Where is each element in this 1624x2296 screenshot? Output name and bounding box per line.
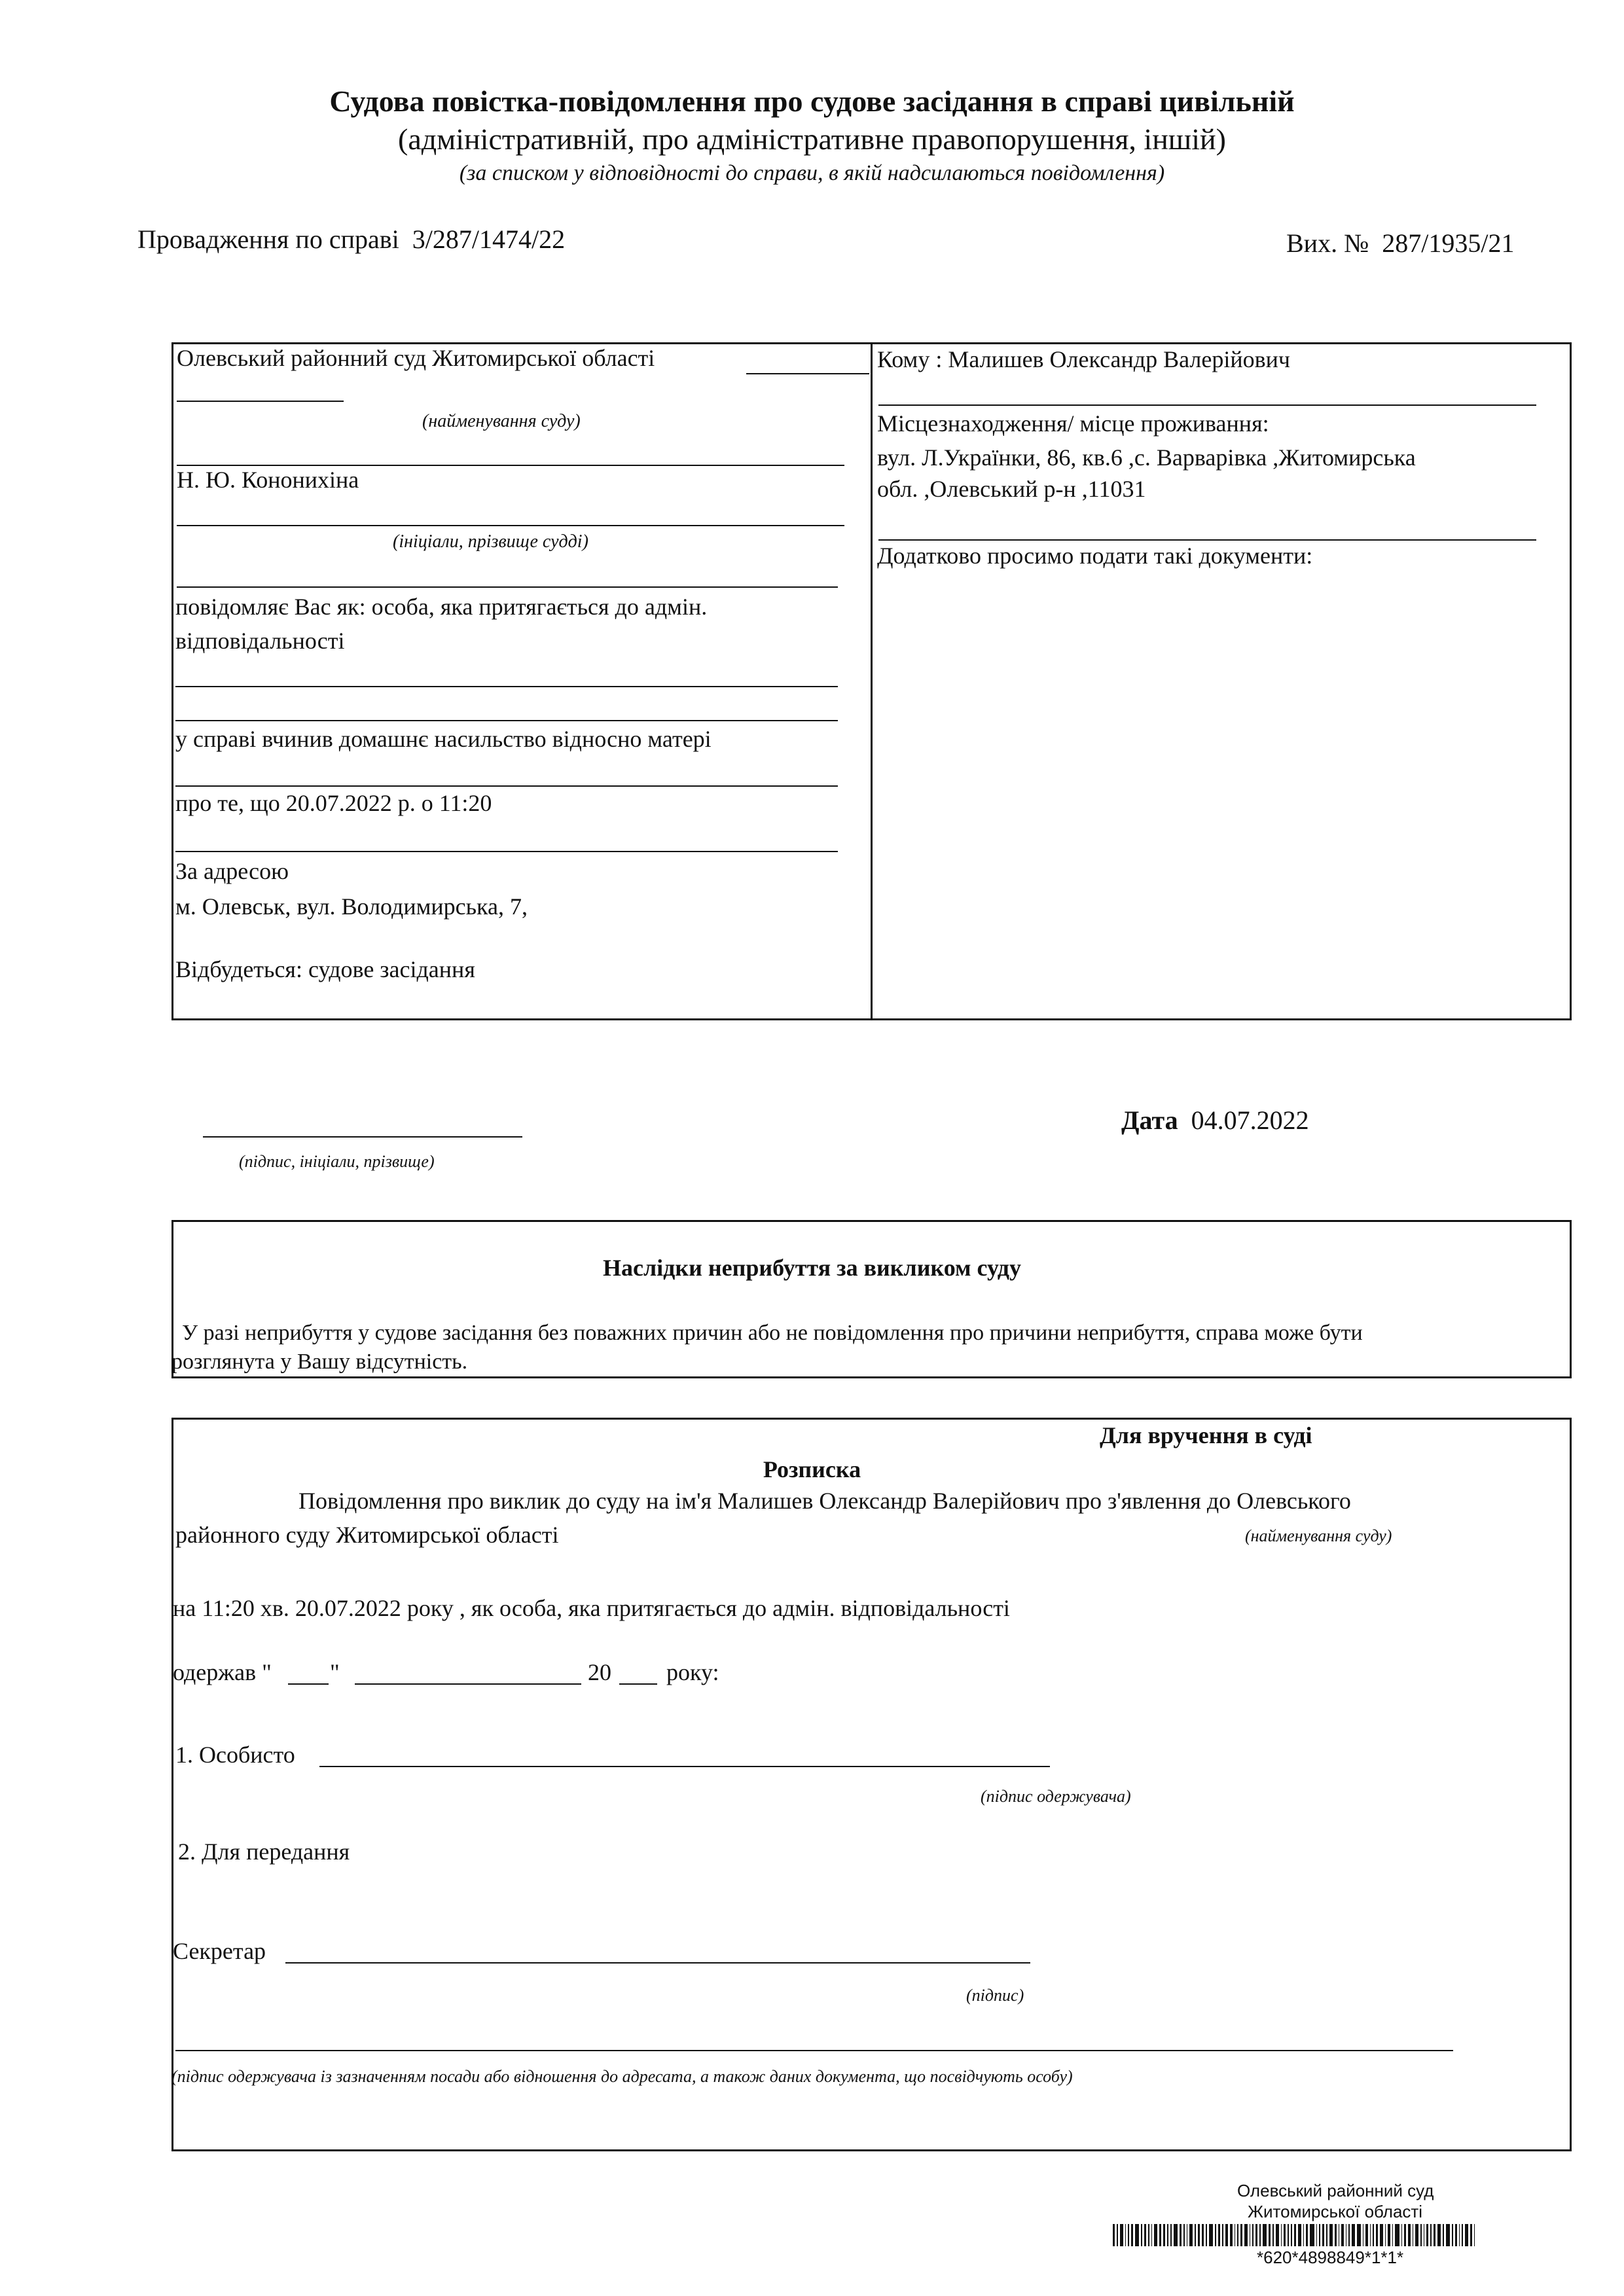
barcode-bar [1113,2224,1115,2246]
location-label: Місцезнаходження/ місце проживання: [877,410,1269,437]
barcode-bar [1346,2224,1347,2246]
received-date-label: одержав " [173,1659,272,1685]
case-reference [137,224,565,255]
barcode-bar [1198,2224,1200,2246]
barcode-bar [1470,2224,1472,2246]
barcode-bar [1455,2224,1457,2246]
barcode-bar [1376,2224,1378,2246]
barcode-bar [1348,2224,1350,2246]
for-court-delivery: Для вручення в суді [1100,1422,1312,1448]
barcode-bar [1329,2224,1333,2246]
barcode-bar [1202,2224,1204,2246]
barcode-bar [1250,2224,1251,2246]
court-name: Олевський районний суд Житомирської області [177,345,655,371]
barcode-bar [1218,2224,1220,2246]
barcode-bar [1174,2224,1178,2246]
barcode-bar [1222,2224,1223,2246]
barcode-bar [1125,2224,1127,2246]
barcode-bar [1370,2224,1371,2246]
barcode-bar [1263,2224,1267,2246]
recipient-details-line [175,2050,1453,2051]
barcode-bar [1408,2224,1410,2246]
barcode-text: *620*4898849*1*1* [1257,2248,1404,2267]
personally-signature-line [319,1766,1050,1767]
barcode-bar [1252,2224,1254,2246]
barcode-bar [1235,2224,1236,2246]
barcode-bar [1388,2224,1390,2246]
barcode-bar [1294,2224,1296,2246]
barcode-bar [1392,2224,1394,2246]
barcode-bar [1446,2224,1450,2246]
hearing-datetime-rule [175,851,838,852]
barcode-bar [1167,2224,1168,2246]
barcode-bar [1269,2224,1271,2246]
court-name-underline-2 [177,401,344,402]
documents-request: Додатково просимо подати такі документи: [877,543,1313,569]
barcode-bar [1120,2224,1123,2246]
barcode-bar [1230,2224,1232,2246]
court-name-underline [746,373,869,374]
judge-name: Н. Ю. Кононихіна [177,467,359,493]
barcode-bar [1183,2224,1185,2246]
barcode-bar [1281,2224,1282,2246]
consequences-text-line2: розглянута у Вашу відсутність. [171,1350,468,1374]
issue-date [1121,1105,1309,1136]
barcode-bar [1180,2224,1182,2246]
barcode-bar [1288,2224,1289,2246]
barcode-bar [1187,2224,1188,2246]
barcode-bar [1380,2224,1383,2246]
barcode-bar [1434,2224,1435,2246]
received-year-blank [619,1683,657,1685]
barcode-bar [1117,2224,1118,2246]
barcode-bar [1272,2224,1274,2246]
consequences-text-line1: У разі неприбуття у судове засідання без поважних причин або не повідомлення про причини неприбуття, справа може бути [182,1321,1363,1345]
recipient: Кому : Малишев Олександр Валерійович [877,346,1290,372]
barcode-bar [1128,2224,1129,2246]
receipt-line2: районного суду Житомирської області [175,1522,559,1548]
barcode-bar [1385,2224,1386,2246]
signature-caption: (підпис, ініціали, прізвище) [239,1152,435,1171]
barcode-bar [1255,2224,1257,2246]
barcode-bar [1395,2224,1399,2246]
address-value: м. Олевськ, вул. Володимирська, 7, [175,893,528,920]
barcode-bar [1335,2224,1337,2246]
barcode-bar [1437,2224,1441,2246]
barcode-bar [1401,2224,1403,2246]
secretary-caption: (підпис) [966,1986,1024,2005]
barcode-bar [1141,2224,1142,2246]
barcode-bar [1420,2224,1422,2246]
receipt-time-line: на 11:20 хв. 20.07.2022 року , як особа, яка притягається до адмін. відповідальності [173,1595,1010,1621]
document-title: Судова повістка-повідомлення про судове засідання в справі цивільній [329,84,1295,118]
location-rule [878,539,1536,541]
barcode [1113,2224,1571,2246]
court-name-caption: (найменування суду) [422,411,581,431]
barcode-bar [1373,2224,1374,2246]
barcode-bar [1306,2224,1308,2246]
barcode-bar [1415,2224,1418,2246]
notify-role-line2: відповідальності [175,628,345,654]
judge-caption-rule [177,586,838,588]
outgoing-number: 287/1935/21 [1382,228,1515,258]
barcode-bar [1465,2224,1468,2246]
footer-court-line1: Олевський районний суд [1237,2181,1434,2200]
barcode-bar [1443,2224,1444,2246]
barcode-bar [1459,2224,1460,2246]
barcode-bar [1341,2224,1343,2246]
notify-rule [175,686,838,687]
barcode-bar [1339,2224,1340,2246]
barcode-bar [1326,2224,1327,2246]
judge-rule [177,525,844,526]
barcode-bar [1163,2224,1165,2246]
barcode-bar [1303,2224,1305,2246]
barcode-bar [1352,2224,1355,2246]
barcode-bar [1259,2224,1261,2246]
barcode-bar [1237,2224,1238,2246]
barcode-bar [1291,2224,1292,2246]
barcode-bar [1413,2224,1414,2246]
barcode-bar [1424,2224,1425,2246]
barcode-bar [1151,2224,1153,2246]
address-label: За адресою [175,858,289,884]
barcode-bar [1225,2224,1229,2246]
barcode-bar [1148,2224,1149,2246]
barcode-bar [1316,2224,1318,2246]
footer-court-line2: Житомирської області [1248,2202,1423,2221]
barcode-bar [1357,2224,1361,2246]
barcode-bar [1215,2224,1216,2246]
barcode-bar [1189,2224,1193,2246]
barcode-bar [1195,2224,1196,2246]
recipient-details-caption: (підпис одержувача із зазначенням посади або відношення до адресата, а також даних документа, що посвідчують особу) [171,2067,1073,2086]
receipt-court-caption: (найменування суду) [1245,1526,1392,1545]
barcode-bar [1298,2224,1301,2246]
transfer-label: 2. Для передання [178,1839,350,1865]
barcode-bar [1404,2224,1406,2246]
receipt-title: Розписка [763,1456,861,1482]
recipient-signature-caption: (підпис одержувача) [981,1787,1131,1806]
outgoing-label: Вих. № [1286,228,1369,258]
barcode-bar [1310,2224,1314,2246]
barcode-bar [1365,2224,1367,2246]
barcode-bar [1244,2224,1248,2246]
received-month-blank [355,1683,581,1685]
case-description: у справі вчинив домашнє насильство відносно матері [175,726,712,752]
personally-label: 1. Особисто [175,1742,295,1768]
barcode-bar [1363,2224,1364,2246]
barcode-bar [1154,2224,1157,2246]
summons-column-divider [871,342,873,1020]
barcode-bar [1322,2224,1324,2246]
location-line1: вул. Л.Українки, 86, кв.6 ,с. Варварівка ,Житомирська [877,444,1416,471]
barcode-bar [1276,2224,1279,2246]
received-year-suffix: року: [666,1659,719,1685]
document-subtitle: (адміністративній, про адміністративне правопорушення, іншій) [398,122,1226,156]
barcode-bar [1240,2224,1242,2246]
barcode-bar [1462,2224,1463,2246]
signature-line [203,1136,522,1138]
event-text: Відбудеться: судове засідання [175,956,475,982]
barcode-bar [1474,2224,1475,2246]
barcode-bar [1284,2224,1286,2246]
judge-caption: (ініціали, прізвище судді) [393,531,588,552]
recipient-rule [878,404,1536,406]
secretary-label: Секретар [173,1938,266,1964]
notify-rule-2 [175,720,838,721]
barcode-bar [1170,2224,1172,2246]
received-day-blank [288,1683,329,1685]
received-year-prefix: 20 [588,1659,611,1685]
barcode-bar [1144,2224,1146,2246]
document-note: (за списком у відповідності до справи, в якій надсилаються повідомлення) [459,161,1165,185]
barcode-bar [1135,2224,1139,2246]
hearing-datetime: про те, що 20.07.2022 р. о 11:20 [175,790,492,816]
barcode-bar [1319,2224,1320,2246]
case-number: 3/287/1474/22 [412,224,566,254]
date-label: Дата [1121,1105,1178,1135]
date-value: 04.07.2022 [1191,1105,1309,1135]
received-quote: " [330,1659,340,1685]
location-line2: обл. ,Олевський р-н ,11031 [877,476,1146,502]
barcode-bar [1452,2224,1453,2246]
receipt-line1: Повідомлення про виклик до суду на ім'я Малишев Олександр Валерійович про з'явлення до Олевського [298,1488,1351,1514]
notify-role-line1: повідомляє Вас як: особа, яка притягається до адмін. [175,594,708,620]
barcode-bar [1159,2224,1161,2246]
case-description-rule [175,785,838,787]
barcode-bar [1131,2224,1133,2246]
secretary-signature-line [285,1962,1030,1964]
barcode-bar [1430,2224,1432,2246]
outgoing-reference [1286,228,1514,259]
consequences-title: Наслідки неприбуття за викликом суду [603,1255,1021,1281]
barcode-bar [1209,2224,1213,2246]
barcode-bar [1426,2224,1428,2246]
case-label: Провадження по справі [137,224,399,254]
barcode-bar [1206,2224,1207,2246]
